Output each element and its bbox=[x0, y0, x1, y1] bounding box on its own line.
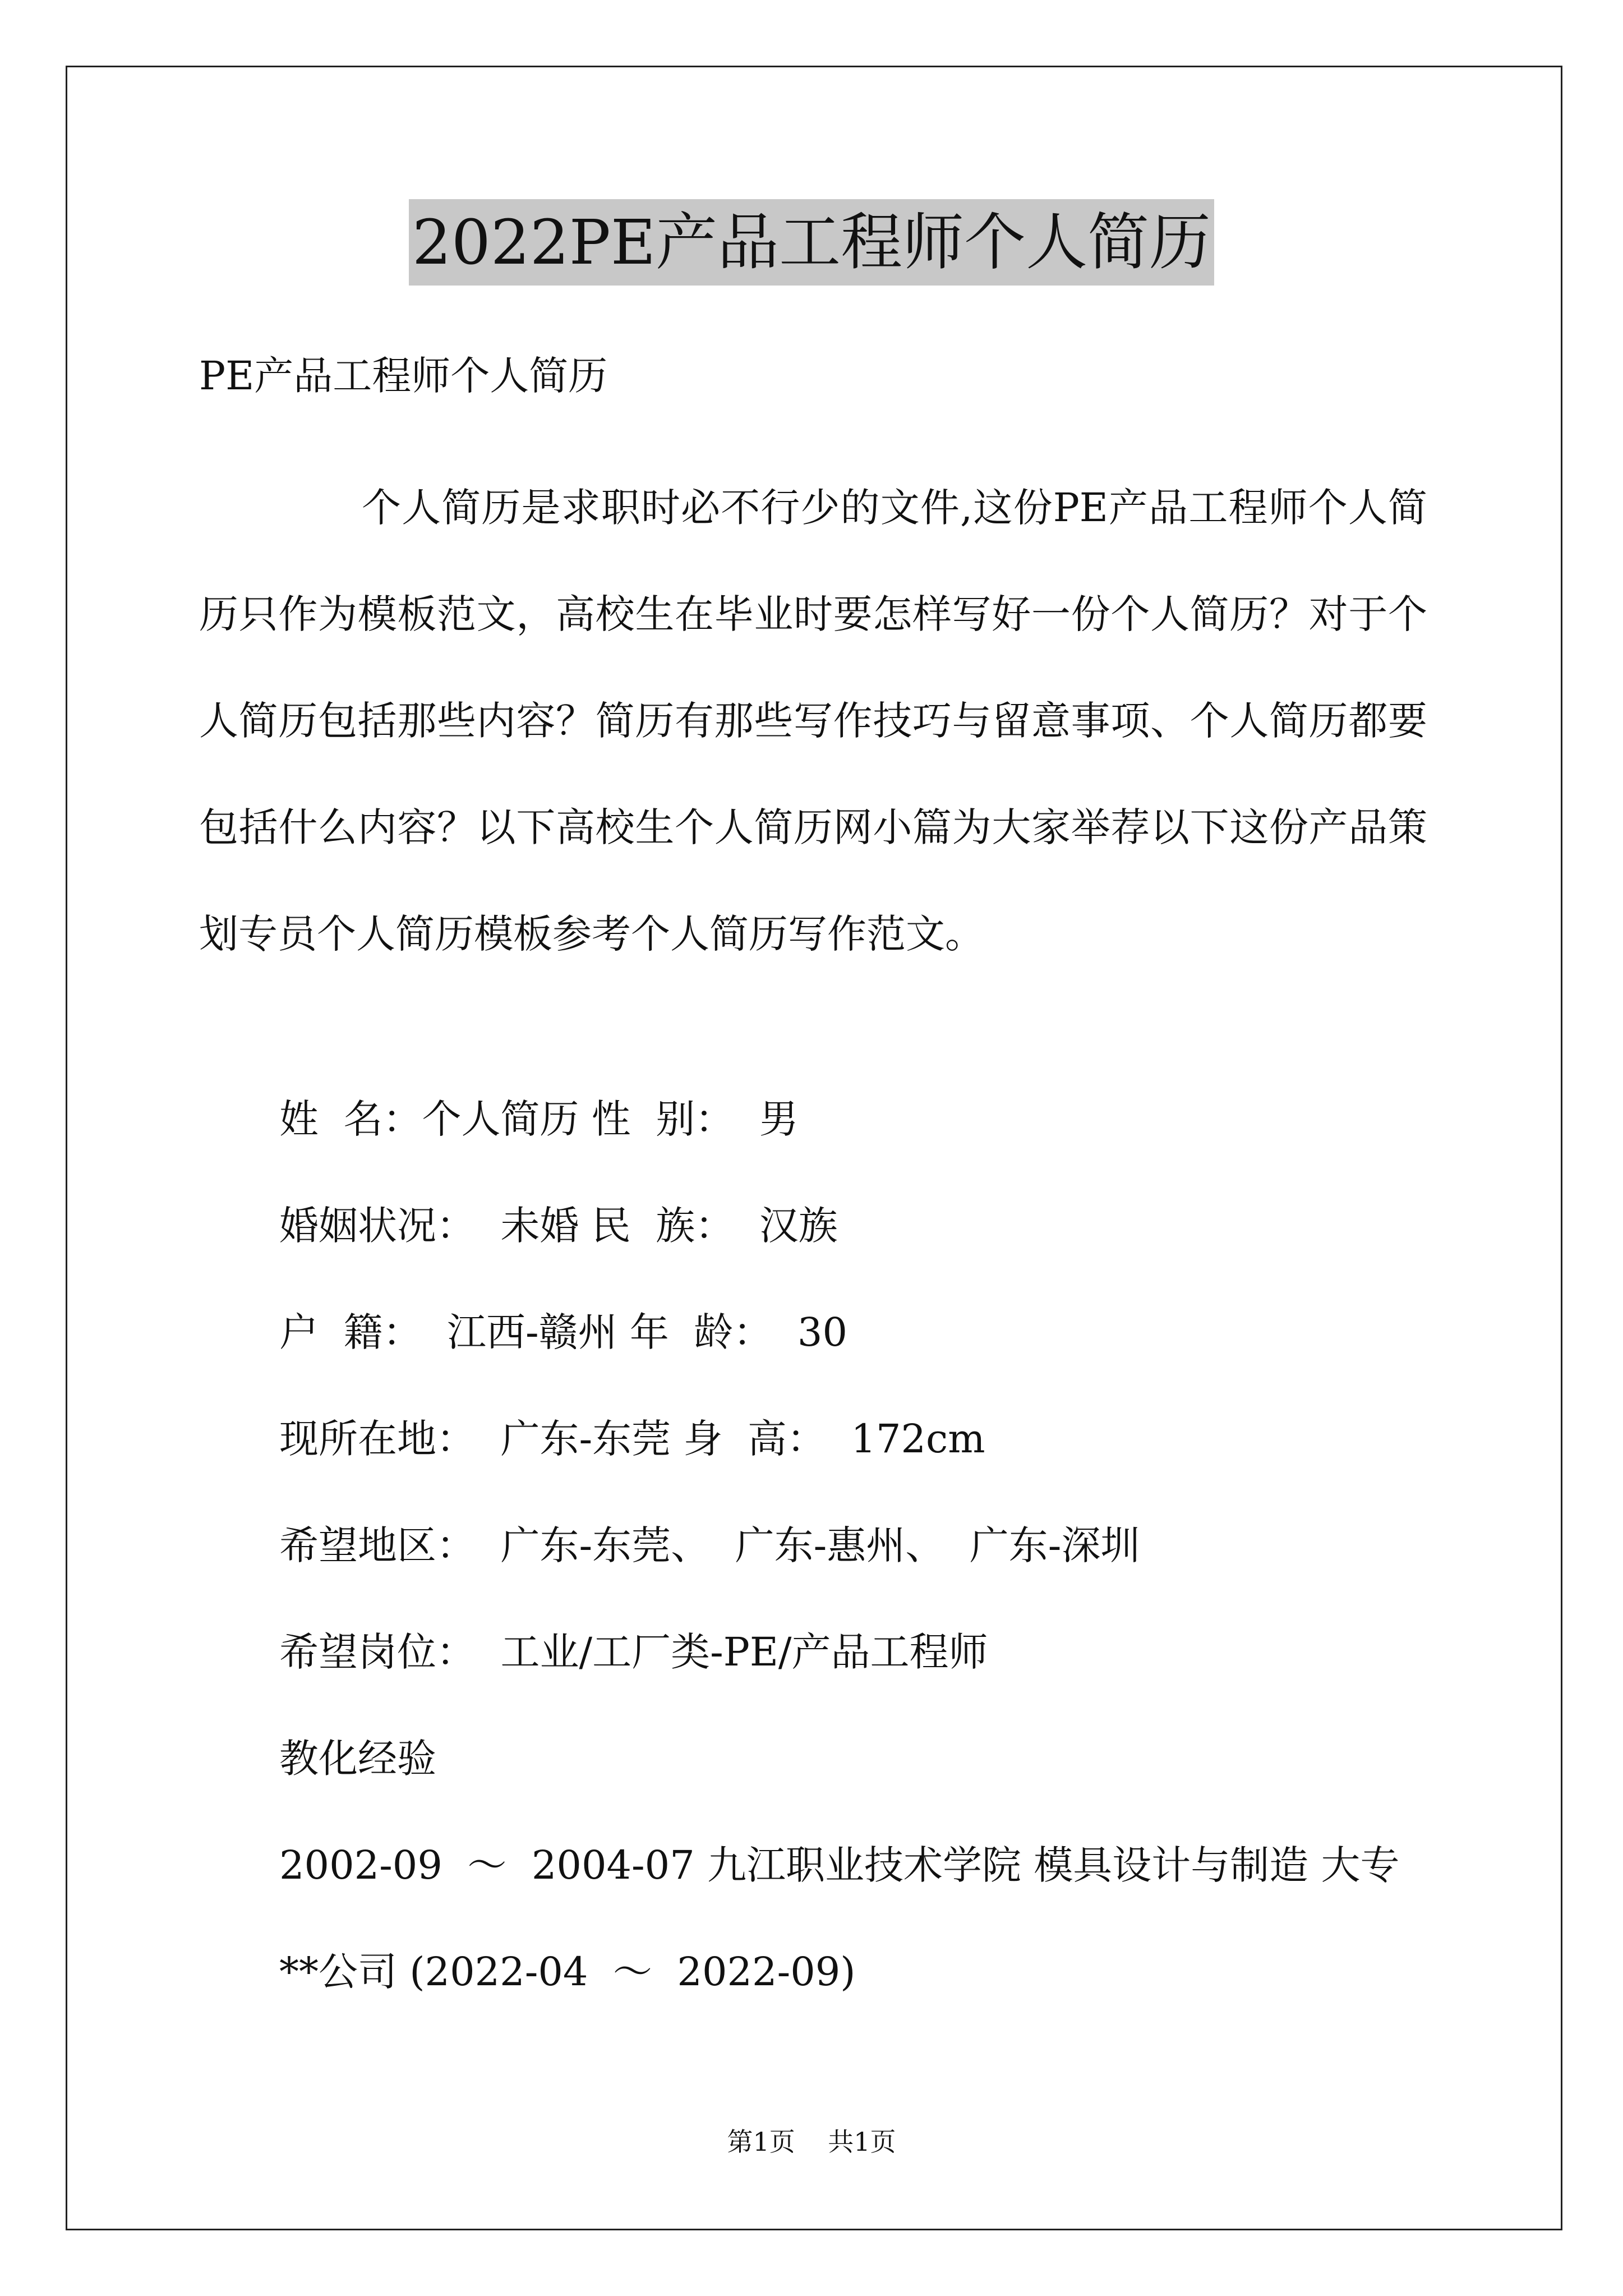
intro-paragraph: 个人简历是求职时必不行少的文件,这份PE产品工程师个人简历只作为模板范文，高校生在毕业时要怎样写好一份个人简历？对于个人简历包括那些内容？简历有那些写作技巧与留意事项、个人简历都要包括什么内容？以下高校生个人简历网小篇为大家举荐以下这份产品策划专员个人简历模板参考个人简历写作范文。 bbox=[199, 485, 1427, 957]
field-marital-ethnicity: 婚姻状况： 未婚 民 族： 汉族 bbox=[279, 1203, 838, 1249]
field-desired-position: 希望岗位： 工业/工厂类-PE/产品工程师 bbox=[279, 1629, 988, 1675]
education-entry: 2002-09 ～ 2004-07 九江职业技术学院 模具设计与制造 大专 bbox=[279, 1842, 1400, 1888]
field-location-height: 现所在地： 广东-东莞 身 高： 172cm bbox=[279, 1416, 985, 1462]
document-title: 2022PE产品工程师个人简历 bbox=[409, 199, 1214, 286]
company-entry: **公司 (2022-04 ～ 2022-09) bbox=[279, 1949, 856, 1995]
section-education-heading: 教化经验 bbox=[279, 1736, 436, 1782]
document-subtitle: PE产品工程师个人简历 bbox=[199, 353, 608, 399]
field-desired-region: 希望地区： 广东-东莞、 广东-惠州、 广东-深圳 bbox=[279, 1522, 1140, 1568]
field-name-gender: 姓 名：个人简历 性 别： 男 bbox=[279, 1096, 799, 1142]
page-footer: 第1页 共1页 bbox=[727, 2127, 896, 2157]
title-wrapper bbox=[0, 199, 1623, 286]
field-household-age: 户 籍： 江西-赣州 年 龄： 30 bbox=[279, 1309, 847, 1355]
